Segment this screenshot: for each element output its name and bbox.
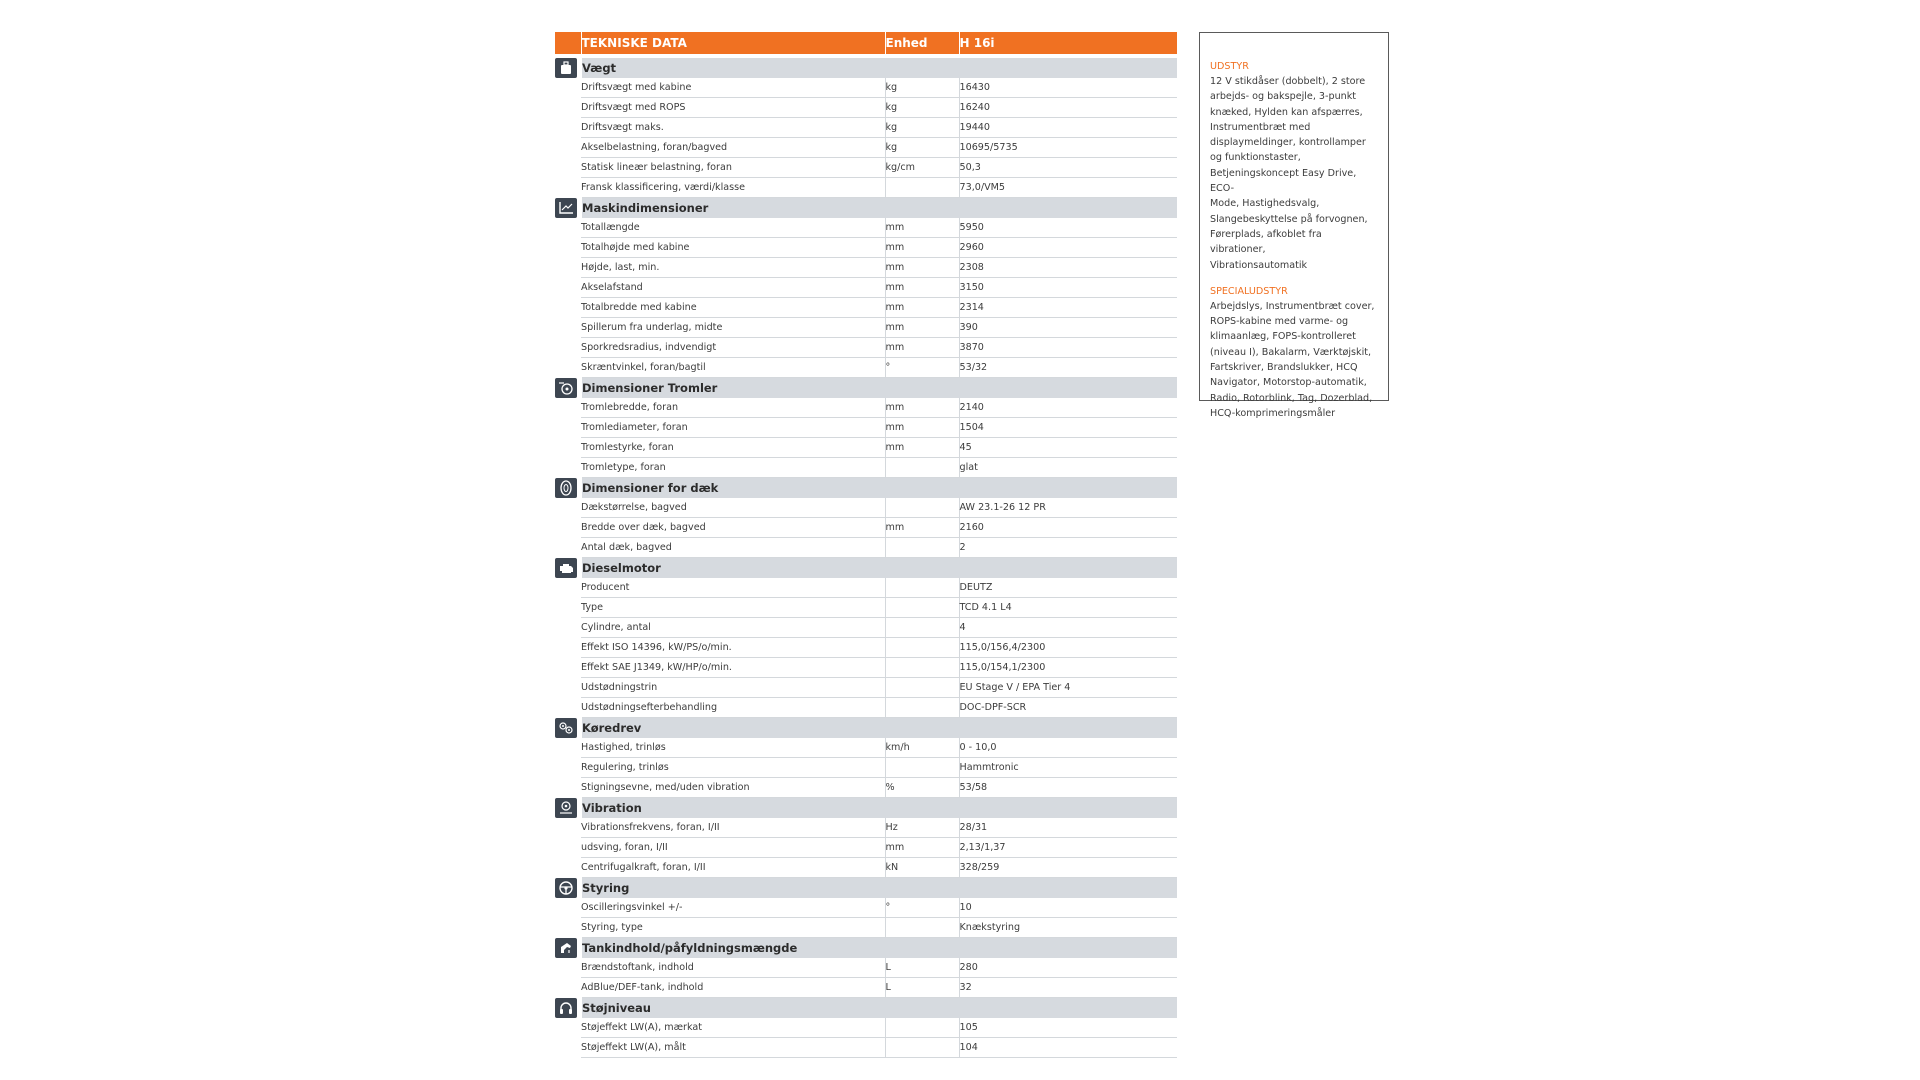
equipment-line: ROPS-kabine med varme- og — [1210, 316, 1349, 328]
drum-icon — [555, 378, 577, 398]
row-value: 115,0/154,1/2300 — [959, 658, 1177, 678]
row-unit: ° — [885, 898, 959, 918]
table-row — [555, 918, 1177, 938]
row-unit — [885, 1038, 959, 1058]
row-value: 2140 — [959, 398, 1177, 418]
row-unit — [885, 638, 959, 658]
table-row — [555, 1038, 1177, 1058]
row-value: 2 — [959, 538, 1177, 558]
engine-icon — [555, 558, 577, 578]
equipment-line: arbejds- og bakspejle, 3-punkt — [1210, 91, 1357, 103]
row-label: Oscilleringsvinkel +/- — [581, 898, 885, 918]
table-row — [555, 178, 1177, 198]
row-value: glat — [959, 458, 1177, 478]
row-label: Driftsvægt med kabine — [581, 78, 885, 98]
table-row — [555, 818, 1177, 838]
equipment-line: Instrumentbræt med — [1210, 121, 1311, 133]
section-title: Dimensioner for dæk — [581, 478, 1177, 499]
table-row — [555, 418, 1177, 438]
row-value: 3870 — [959, 338, 1177, 358]
special-equipment-title: SPECIALUDSTYR — [1210, 285, 1288, 297]
header-icon-spacer — [555, 32, 581, 54]
section-header-maskindimensioner — [555, 198, 1177, 219]
row-value: 3150 — [959, 278, 1177, 298]
row-unit: kg — [885, 78, 959, 98]
row-label: Akselbelastning, foran/bagved — [581, 138, 885, 158]
row-value: 4 — [959, 618, 1177, 638]
row-label: Cylindre, antal — [581, 618, 885, 638]
table-row — [555, 658, 1177, 678]
equipment-line: HCQ-komprimeringsmåler — [1210, 407, 1336, 419]
row-label: Akselafstand — [581, 278, 885, 298]
row-label: Tromletype, foran — [581, 458, 885, 478]
row-unit: L — [885, 978, 959, 998]
table-row — [555, 958, 1177, 978]
row-label: Støjeffekt LW(A), mærkat — [581, 1018, 885, 1038]
table-row — [555, 698, 1177, 718]
row-value: DEUTZ — [959, 578, 1177, 598]
row-unit: mm — [885, 238, 959, 258]
table-row — [555, 458, 1177, 478]
row-value: AW 23.1-26 12 PR — [959, 498, 1177, 518]
section-header-vaegt — [555, 58, 1177, 78]
section-header-vibration — [555, 798, 1177, 819]
row-value: DOC-DPF-SCR — [959, 698, 1177, 718]
table-row — [555, 278, 1177, 298]
row-label: Centrifugalkraft, foran, I/II — [581, 858, 885, 878]
standard-equipment-title: UDSTYR — [1210, 61, 1249, 72]
row-value: 53/58 — [959, 778, 1177, 798]
technical-data-table — [555, 32, 1177, 1058]
section-header-stoej — [555, 998, 1177, 1019]
table-row — [555, 318, 1177, 338]
hearing-protection-icon — [555, 998, 577, 1018]
row-value: 390 — [959, 318, 1177, 338]
row-label: Driftsvægt maks. — [581, 118, 885, 138]
section-title: Styring — [581, 878, 1177, 899]
row-unit: Hz — [885, 818, 959, 838]
row-unit: km/h — [885, 738, 959, 758]
table-row — [555, 298, 1177, 318]
header-unit: Enhed — [885, 32, 959, 54]
row-unit — [885, 498, 959, 518]
row-label: Tromlestyrke, foran — [581, 438, 885, 458]
row-value: 16430 — [959, 78, 1177, 98]
section-header-daek — [555, 478, 1177, 499]
header-title: TEKNISKE DATA — [581, 32, 885, 54]
row-unit: ° — [885, 358, 959, 378]
row-value: 2160 — [959, 518, 1177, 538]
table-row — [555, 498, 1177, 518]
table-row — [555, 338, 1177, 358]
row-unit — [885, 538, 959, 558]
table-row — [555, 578, 1177, 598]
equipment-line: Mode, Hastighedsvalg, — [1210, 198, 1320, 210]
table-row — [555, 218, 1177, 238]
row-value: 50,3 — [959, 158, 1177, 178]
row-label: Regulering, trinløs — [581, 758, 885, 778]
table-row — [555, 838, 1177, 858]
row-value: 5950 — [959, 218, 1177, 238]
special-equipment-text — [1210, 299, 1378, 421]
equipment-line: Arbejdslys, Instrumentbræt cover, — [1210, 300, 1375, 312]
row-unit: % — [885, 778, 959, 798]
section-title: Tankindhold/påfyldningsmængde — [581, 938, 1177, 959]
row-value: 280 — [959, 958, 1177, 978]
row-unit: mm — [885, 438, 959, 458]
section-header-koeredrev — [555, 718, 1177, 739]
row-unit — [885, 618, 959, 638]
section-title: Køredrev — [581, 718, 1177, 739]
row-label: Hastighed, trinløs — [581, 738, 885, 758]
section-header-styring — [555, 878, 1177, 899]
row-value: 10695/5735 — [959, 138, 1177, 158]
row-unit: kg — [885, 118, 959, 138]
row-value: 0 - 10,0 — [959, 738, 1177, 758]
table-row — [555, 538, 1177, 558]
row-unit: mm — [885, 218, 959, 238]
table-row — [555, 598, 1177, 618]
section-title: Støjniveau — [581, 998, 1177, 1019]
row-unit — [885, 598, 959, 618]
equipment-line: 12 V stikdåser (dobbelt), 2 store — [1210, 76, 1366, 87]
table-row — [555, 618, 1177, 638]
row-value: 73,0/VM5 — [959, 178, 1177, 198]
row-unit: mm — [885, 258, 959, 278]
row-label: Udstødningsefterbehandling — [581, 698, 885, 718]
equipment-line: Førerplads, afkoblet fra vibrationer, — [1210, 228, 1322, 256]
equipment-line: displaymeldinger, kontrollamper — [1210, 137, 1366, 149]
row-unit — [885, 758, 959, 778]
table-row — [555, 78, 1177, 98]
row-label: Producent — [581, 578, 885, 598]
row-unit: mm — [885, 278, 959, 298]
header-model: H 16i — [959, 32, 1177, 54]
row-label: Brændstoftank, indhold — [581, 958, 885, 978]
table-row — [555, 978, 1177, 998]
table-row — [555, 118, 1177, 138]
row-unit — [885, 578, 959, 598]
row-value: 10 — [959, 898, 1177, 918]
row-label: Dækstørrelse, bagved — [581, 498, 885, 518]
fuel-icon — [555, 938, 577, 958]
row-unit: kg — [885, 138, 959, 158]
table-row — [555, 238, 1177, 258]
row-unit: mm — [885, 518, 959, 538]
row-value: TCD 4.1 L4 — [959, 598, 1177, 618]
row-label: Styring, type — [581, 918, 885, 938]
table-row — [555, 158, 1177, 178]
row-value: 104 — [959, 1038, 1177, 1058]
equipment-line: Vibrationsautomatik — [1210, 259, 1308, 271]
section-header-tank — [555, 938, 1177, 959]
equipment-line: Betjeningskoncept Easy Drive, ECO- — [1210, 167, 1357, 195]
table-row — [555, 898, 1177, 918]
dimensions-icon — [555, 198, 577, 218]
row-unit: kg/cm — [885, 158, 959, 178]
row-label: udsving, foran, I/II — [581, 838, 885, 858]
table-row — [555, 258, 1177, 278]
row-value: 2960 — [959, 238, 1177, 258]
row-unit: kN — [885, 858, 959, 878]
row-unit: kg — [885, 98, 959, 118]
table-row — [555, 438, 1177, 458]
steering-wheel-icon — [555, 878, 577, 898]
row-value: 105 — [959, 1018, 1177, 1038]
row-value: 115,0/156,4/2300 — [959, 638, 1177, 658]
row-label: Tromlediameter, foran — [581, 418, 885, 438]
row-label: Tromlebredde, foran — [581, 398, 885, 418]
table-row — [555, 638, 1177, 658]
row-label: Effekt SAE J1349, kW/HP/o/min. — [581, 658, 885, 678]
row-label: Sporkredsradius, indvendigt — [581, 338, 885, 358]
row-value: 328/259 — [959, 858, 1177, 878]
row-unit — [885, 678, 959, 698]
row-unit: mm — [885, 398, 959, 418]
row-value: Hammtronic — [959, 758, 1177, 778]
equipment-line: knæked, Hylden kan afspærres, — [1210, 106, 1363, 118]
row-unit — [885, 698, 959, 718]
table-row — [555, 398, 1177, 418]
row-value: 45 — [959, 438, 1177, 458]
section-header-dieselmotor — [555, 558, 1177, 579]
row-label: Totalbredde med kabine — [581, 298, 885, 318]
drive-icon — [555, 718, 577, 738]
equipment-line: Navigator, Motorstop-automatik, — [1210, 377, 1367, 389]
row-value: 2308 — [959, 258, 1177, 278]
row-unit: mm — [885, 298, 959, 318]
equipment-line: og funktionstaster, — [1210, 152, 1301, 164]
row-value: Knækstyring — [959, 918, 1177, 938]
row-label: Udstødningstrin — [581, 678, 885, 698]
row-label: Effekt ISO 14396, kW/PS/o/min. — [581, 638, 885, 658]
row-label: Skræntvinkel, foran/bagtil — [581, 358, 885, 378]
row-value: 28/31 — [959, 818, 1177, 838]
row-unit: mm — [885, 338, 959, 358]
row-unit: L — [885, 958, 959, 978]
row-label: Spillerum fra underlag, midte — [581, 318, 885, 338]
row-label: Totallængde — [581, 218, 885, 238]
table-row — [555, 678, 1177, 698]
section-title: Dieselmotor — [581, 558, 1177, 579]
row-label: Fransk klassificering, værdi/klasse — [581, 178, 885, 198]
table-row — [555, 758, 1177, 778]
row-unit — [885, 918, 959, 938]
row-unit — [885, 658, 959, 678]
table-row — [555, 1018, 1177, 1038]
equipment-box — [1199, 32, 1389, 419]
row-value: 1504 — [959, 418, 1177, 438]
row-value: EU Stage V / EPA Tier 4 — [959, 678, 1177, 698]
row-label: Statisk lineær belastning, foran — [581, 158, 885, 178]
table-row — [555, 358, 1177, 378]
section-header-tromler — [555, 378, 1177, 399]
row-unit — [885, 458, 959, 478]
tire-icon — [555, 478, 577, 498]
row-label: Type — [581, 598, 885, 618]
row-label: Driftsvægt med ROPS — [581, 98, 885, 118]
table-row — [555, 138, 1177, 158]
equipment-line: Slangebeskyttelse på forvognen, — [1210, 213, 1368, 225]
row-label: AdBlue/DEF-tank, indhold — [581, 978, 885, 998]
row-label: Antal dæk, bagved — [581, 538, 885, 558]
section-title: Vægt — [581, 58, 1177, 78]
weight-icon — [555, 58, 577, 78]
equipment-line: (niveau I), Bakalarm, Værktøjskit, — [1210, 346, 1372, 358]
table-row — [555, 518, 1177, 538]
equipment-line: Fartskriver, Brandslukker, HCQ — [1210, 362, 1358, 374]
row-value: 16240 — [959, 98, 1177, 118]
row-label: Støjeffekt LW(A), målt — [581, 1038, 885, 1058]
table-row — [555, 778, 1177, 798]
row-label: Stigningsevne, med/uden vibration — [581, 778, 885, 798]
section-title: Vibration — [581, 798, 1177, 819]
row-label: Højde, last, min. — [581, 258, 885, 278]
row-unit: mm — [885, 838, 959, 858]
table-header-row — [555, 32, 1177, 54]
table-row — [555, 98, 1177, 118]
row-value: 2314 — [959, 298, 1177, 318]
section-title: Maskindimensioner — [581, 198, 1177, 219]
row-label: Totalhøjde med kabine — [581, 238, 885, 258]
row-label: Bredde over dæk, bagved — [581, 518, 885, 538]
section-title: Dimensioner Tromler — [581, 378, 1177, 399]
row-unit — [885, 178, 959, 198]
standard-equipment-text — [1210, 74, 1378, 273]
row-value: 32 — [959, 978, 1177, 998]
table-row — [555, 858, 1177, 878]
row-unit: mm — [885, 418, 959, 438]
equipment-line: klimaanlæg, FOPS-kontrolleret — [1210, 331, 1356, 343]
table-row — [555, 738, 1177, 758]
row-value: 53/32 — [959, 358, 1177, 378]
row-value: 19440 — [959, 118, 1177, 138]
row-unit — [885, 1018, 959, 1038]
row-label: Vibrationsfrekvens, foran, I/II — [581, 818, 885, 838]
row-unit: mm — [885, 318, 959, 338]
equipment-line: Radio, Rotorblink, Tag, Dozerblad, — [1210, 392, 1373, 404]
vibration-icon — [555, 798, 577, 818]
row-value: 2,13/1,37 — [959, 838, 1177, 858]
